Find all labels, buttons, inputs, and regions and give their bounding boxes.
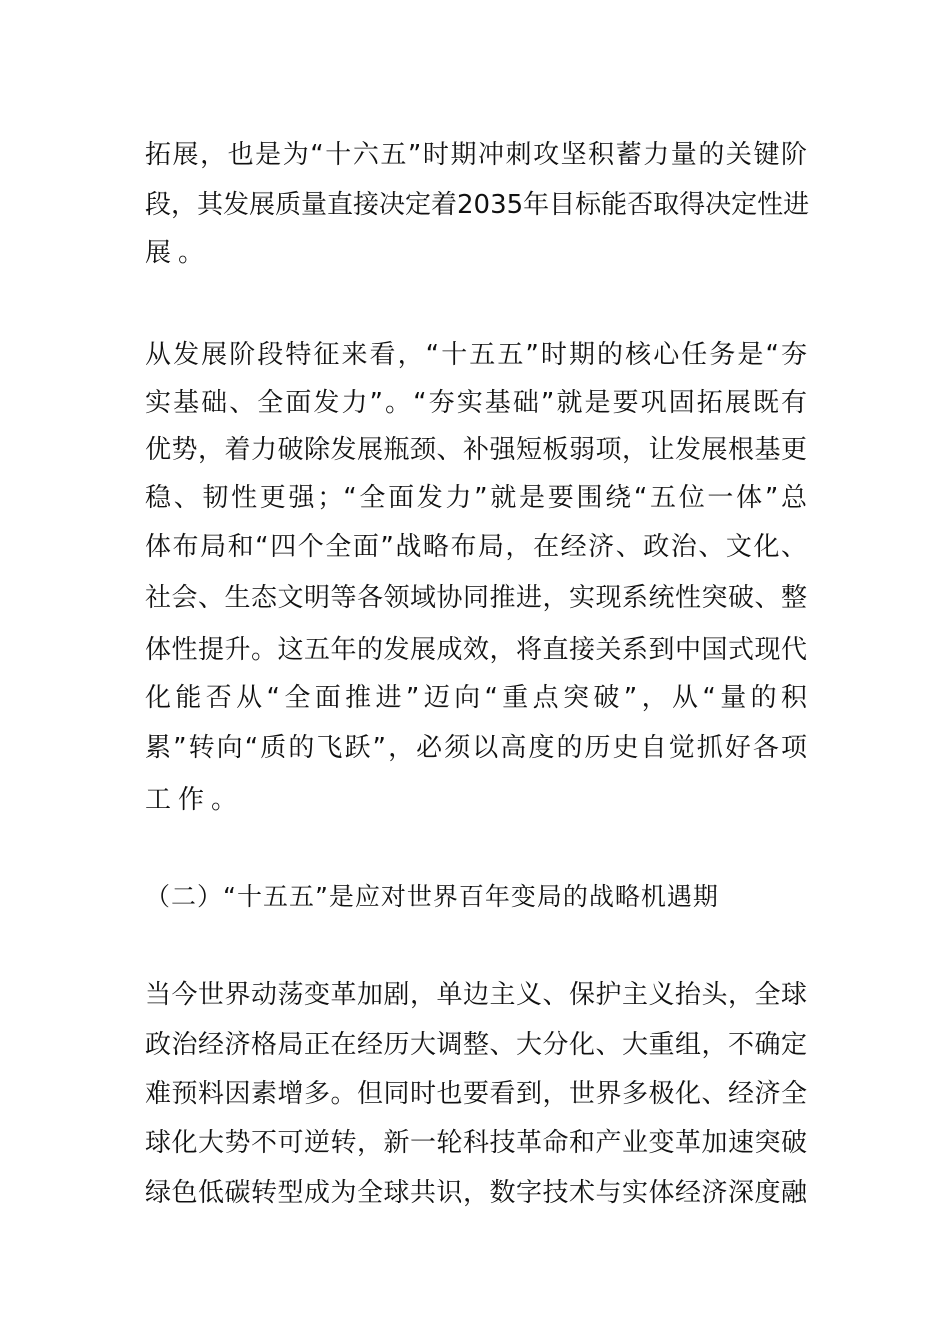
- paragraph-line: 累”转向“质的飞跃”，必须以高度的历史自觉抓好各项: [145, 733, 807, 763]
- paragraph-line: 体布局和“四个全面”战略布局，在经济、政治、文化、: [145, 532, 807, 562]
- paragraph-line: 段，其发展质量直接决定着2035年目标能否取得决定性进: [145, 190, 810, 220]
- paragraph-line: 当今世界动荡变革加剧，单边主义、保护主义抬头，全球: [145, 980, 807, 1010]
- paragraph-line: 难预料因素增多。但同时也要看到，世界多极化、经济全: [145, 1079, 807, 1109]
- paragraph-line: 绿色低碳转型成为全球共识，数字技术与实体经济深度融: [145, 1178, 807, 1208]
- paragraph-line: 展。: [145, 238, 212, 268]
- paragraph-line: 社会、生态文明等各领域协同推进，实现系统性突破、整: [145, 583, 807, 613]
- paragraph-line: 稳、韧性更强；“全面发力”就是要围绕“五位一体”总: [145, 483, 807, 513]
- paragraph-line: 实基础、全面发力”。“夯实基础”就是要巩固拓展既有: [145, 388, 807, 418]
- paragraph-line: 化能否从“全面推进”迈向“重点突破”，从“量的积: [145, 683, 807, 713]
- section-heading: （二）“十五五”是应对世界百年变局的战略机遇期: [145, 882, 719, 911]
- paragraph-line: 优势，着力破除发展瓶颈、补强短板弱项，让发展根基更: [145, 435, 807, 465]
- paragraph-line: 从发展阶段特征来看，“十五五”时期的核心任务是“夯: [145, 340, 807, 370]
- paragraph-line: 体性提升。这五年的发展成效，将直接关系到中国式现代: [145, 635, 807, 665]
- paragraph-line: 拓展，也是为“十六五”时期冲刺攻坚积蓄力量的关键阶: [145, 140, 807, 170]
- paragraph-line: 政治经济格局正在经历大调整、大分化、大重组，不确定: [145, 1030, 807, 1060]
- paragraph-line: 球化大势不可逆转，新一轮科技革命和产业变革加速突破: [145, 1128, 807, 1158]
- paragraph-line: 工作。: [145, 785, 245, 815]
